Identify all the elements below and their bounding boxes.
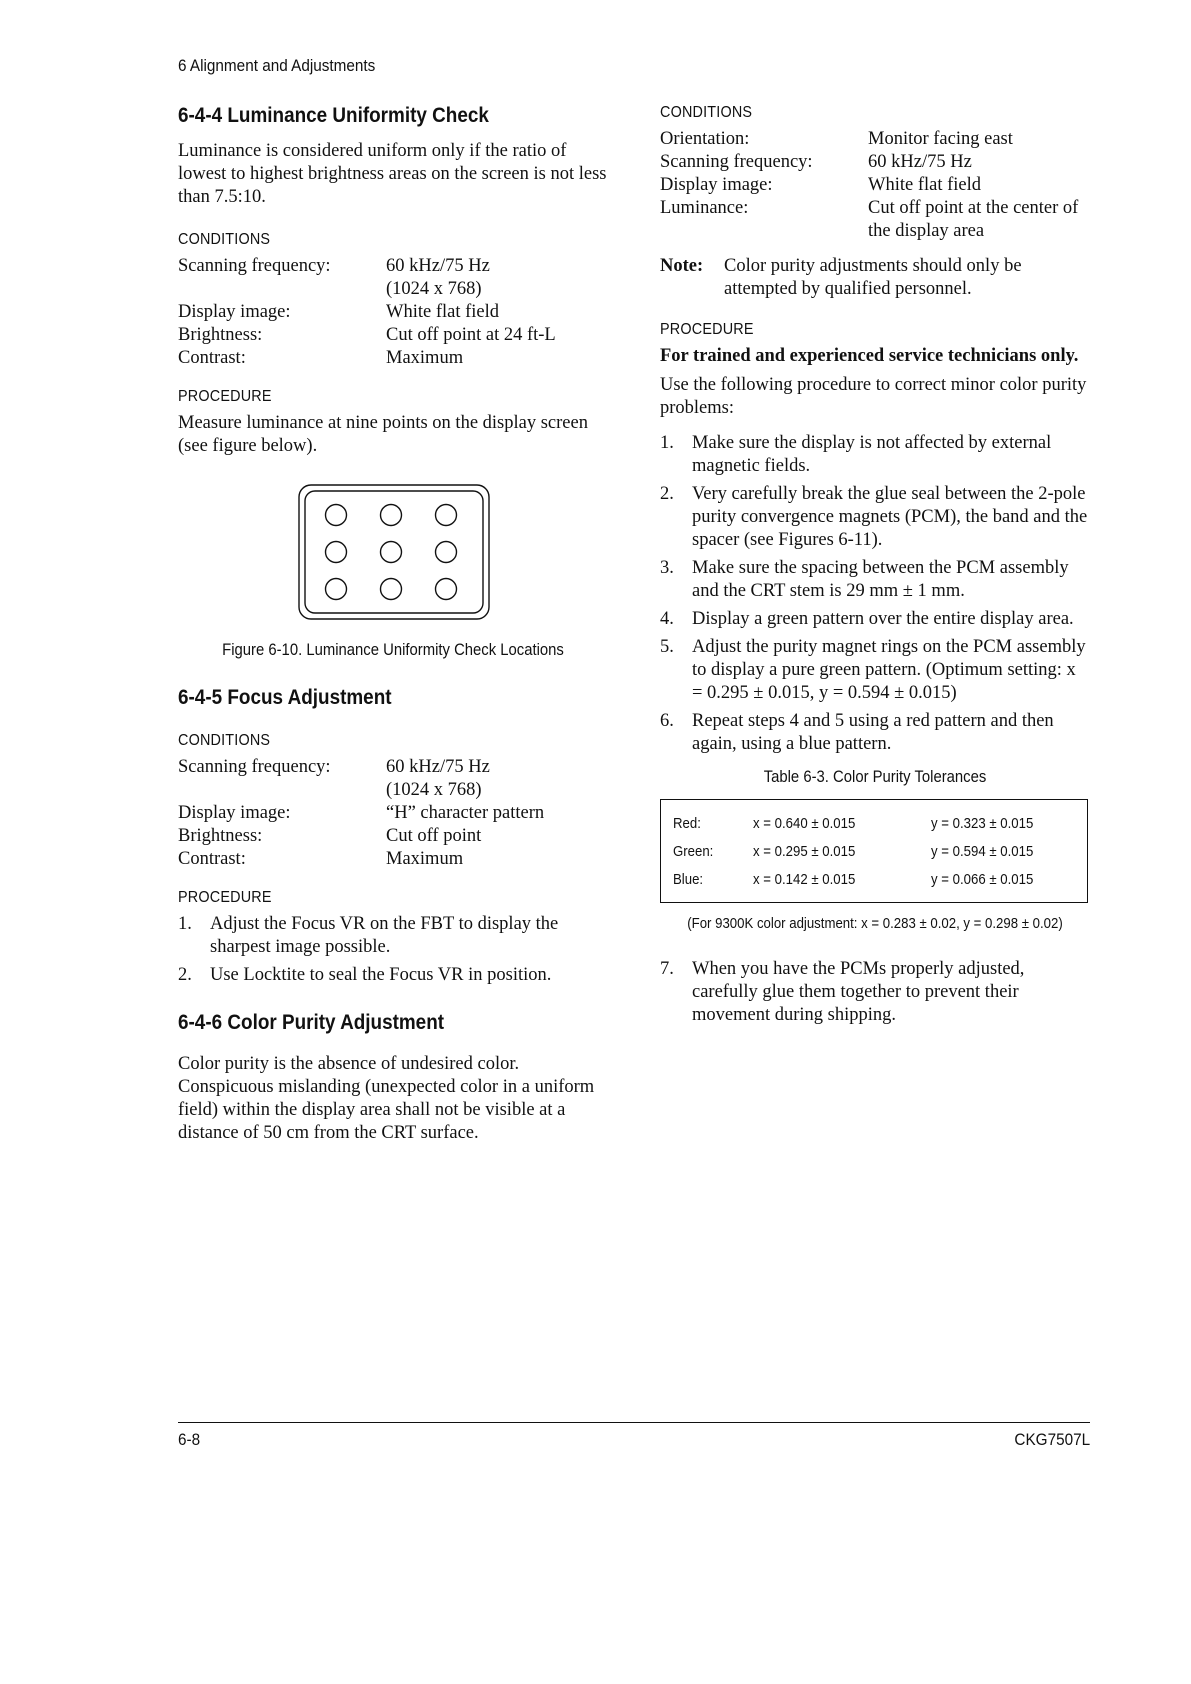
color-purity-final-step (660, 958, 1090, 1027)
condition-key: Scanning frequency: (178, 256, 331, 276)
condition-value: White flat field (868, 175, 982, 195)
measure-point-circle (381, 505, 402, 526)
measure-point-circle (326, 505, 347, 526)
list-item (660, 557, 1090, 603)
procedure-label: PROCEDURE (178, 889, 272, 906)
measure-point-circle (381, 579, 402, 600)
condition-key: Display image: (178, 803, 291, 823)
step-text: Adjust the Focus VR on the FBT to display the sharpest image possible. (210, 914, 559, 957)
step-number: 2. (178, 965, 192, 985)
list-item (660, 958, 1090, 1027)
measure-point-circle (381, 542, 402, 563)
step-text: Very carefully break the glue seal between the 2-pole purity convergence magnets (PCM), the band and the spacer (see Figures 6-11). (692, 484, 1088, 550)
procedure-label: PROCEDURE (178, 388, 272, 405)
measure-point-circle (436, 505, 457, 526)
condition-value: Maximum (386, 849, 464, 869)
focus-conditions (178, 756, 608, 871)
table-cell-color: Red: (673, 815, 701, 832)
table-cell-y: y = 0.066 ± 0.015 (931, 871, 1034, 888)
table-cell-y: y = 0.323 ± 0.015 (931, 815, 1034, 832)
condition-key (178, 278, 386, 301)
step-number: 6. (660, 711, 674, 731)
step-number: 5. (660, 637, 674, 657)
condition-value: Cut off point (386, 826, 482, 846)
table-cell-y: y = 0.594 ± 0.015 (931, 843, 1034, 860)
color-purity-tolerance-table (660, 799, 1088, 903)
footer-divider (178, 1422, 1090, 1423)
step-text: Use Locktite to seal the Focus VR in position. (210, 965, 552, 985)
table-cell-x: x = 0.640 ± 0.015 (753, 815, 856, 832)
condition-key: Orientation: (660, 129, 750, 149)
figure-caption: Figure 6-10. Luminance Uniformity Check Locations (222, 641, 564, 659)
condition-key: Luminance: (660, 198, 749, 218)
condition-key: Display image: (660, 175, 773, 195)
step-number: 3. (660, 558, 674, 578)
warning-text: For trained and experienced service technicians only. (660, 346, 1079, 366)
conditions-label: CONDITIONS (178, 732, 271, 749)
measure-point-circle (436, 579, 457, 600)
table-cell-color: Green: (673, 843, 714, 860)
note-label: Note: (660, 256, 704, 276)
list-item (660, 608, 1090, 631)
condition-key (178, 779, 386, 802)
procedure-label: PROCEDURE (660, 321, 754, 338)
step-text: Adjust the purity magnet rings on the PCM assembly to display a pure green pattern. (Optimum setting: x = 0.295 ± 0.015, y = 0.594 ± 0.015) (692, 637, 1086, 703)
condition-value: Cut off point at the center of the display area (868, 198, 1079, 241)
right-column (660, 104, 1090, 1032)
left-column (178, 104, 608, 1145)
list-item (660, 710, 1090, 756)
condition-value: “H” character pattern (386, 803, 545, 823)
step-text: Repeat steps 4 and 5 using a red pattern and then again, using a blue pattern. (692, 711, 1054, 754)
conditions-label: CONDITIONS (660, 104, 753, 121)
step-text: Display a green pattern over the entire display area. (692, 609, 1074, 629)
condition-value: Cut off point at 24 ft-L (386, 325, 556, 345)
color-purity-steps (660, 432, 1090, 756)
condition-key: Contrast: (178, 849, 246, 869)
table-cell-color: Blue: (673, 871, 704, 888)
condition-value: 60 kHz/75 Hz (386, 757, 490, 777)
condition-value: Monitor facing east (868, 129, 1013, 149)
footer-model-number: CKG7507L (1014, 1430, 1090, 1449)
section-heading-luminance: 6-4-4 Luminance Uniformity Check (178, 104, 489, 127)
condition-value: Maximum (386, 348, 464, 368)
section-heading-color-purity: 6-4-6 Color Purity Adjustment (178, 1011, 445, 1034)
condition-key: Brightness: (178, 826, 263, 846)
step-number: 2. (660, 484, 674, 504)
color-purity-conditions (660, 128, 1090, 243)
list-item (178, 964, 608, 987)
section-heading-focus: 6-4-5 Focus Adjustment (178, 686, 392, 709)
condition-value: (1024 x 768) (386, 780, 482, 800)
list-item (660, 483, 1090, 552)
list-item (660, 432, 1090, 478)
page-header-title: 6 Alignment and Adjustments (178, 56, 376, 75)
step-number: 4. (660, 609, 674, 629)
procedure-intro: Use the following procedure to correct minor color purity problems: (660, 375, 1087, 418)
luminance-conditions (178, 255, 608, 370)
measure-point-circle (326, 542, 347, 563)
condition-key: Scanning frequency: (660, 152, 813, 172)
condition-value: 60 kHz/75 Hz (386, 256, 490, 276)
luminance-intro: Luminance is considered uniform only if the ratio of lowest to highest brightness areas on the screen is not less than 7.5:10. (178, 141, 607, 207)
step-text: Make sure the spacing between the PCM assembly and the CRT stem is 29 mm ± 1 mm. (692, 558, 1069, 601)
luminance-procedure-text: Measure luminance at nine points on the display screen (see figure below). (178, 413, 588, 456)
condition-key: Contrast: (178, 348, 246, 368)
step-text: Make sure the display is not affected by external magnetic fields. (692, 433, 1052, 476)
table-caption: Table 6-3. Color Purity Tolerances (763, 768, 987, 786)
condition-key: Display image: (178, 302, 291, 322)
table-row (673, 866, 1075, 894)
list-item (178, 913, 608, 959)
color-purity-intro: Color purity is the absence of undesired color. Conspicuous mislanding (unexpected color in a uniform field) within the display area shall not be visible at a distance of 50 cm from the CRT surface. (178, 1054, 595, 1143)
measure-point-circle (436, 542, 457, 563)
conditions-label: CONDITIONS (178, 231, 271, 248)
step-text: When you have the PCMs properly adjusted, carefully glue them together to prevent their movement during shipping. (692, 959, 1025, 1025)
condition-value: White flat field (386, 302, 500, 322)
step-number: 7. (660, 959, 674, 979)
measure-point-circle (326, 579, 347, 600)
condition-value: 60 kHz/75 Hz (868, 152, 972, 172)
table-row (673, 810, 1075, 838)
table-row (673, 838, 1075, 866)
table-note: (For 9300K color adjustment: x = 0.283 ± 0.02, y = 0.298 ± 0.02) (687, 915, 1063, 932)
table-cell-x: x = 0.295 ± 0.015 (753, 843, 856, 860)
condition-value: (1024 x 768) (386, 279, 482, 299)
step-number: 1. (178, 914, 192, 934)
note-text: Color purity adjustments should only be attempted by qualified personnel. (724, 256, 1022, 299)
list-item (660, 636, 1090, 705)
focus-steps (178, 913, 608, 987)
table-cell-x: x = 0.142 ± 0.015 (753, 871, 856, 888)
footer-page-number: 6-8 (178, 1430, 201, 1449)
note (660, 255, 1090, 301)
condition-key: Brightness: (178, 325, 263, 345)
condition-key: Scanning frequency: (178, 757, 331, 777)
luminance-locations-figure (298, 484, 490, 620)
step-number: 1. (660, 433, 674, 453)
